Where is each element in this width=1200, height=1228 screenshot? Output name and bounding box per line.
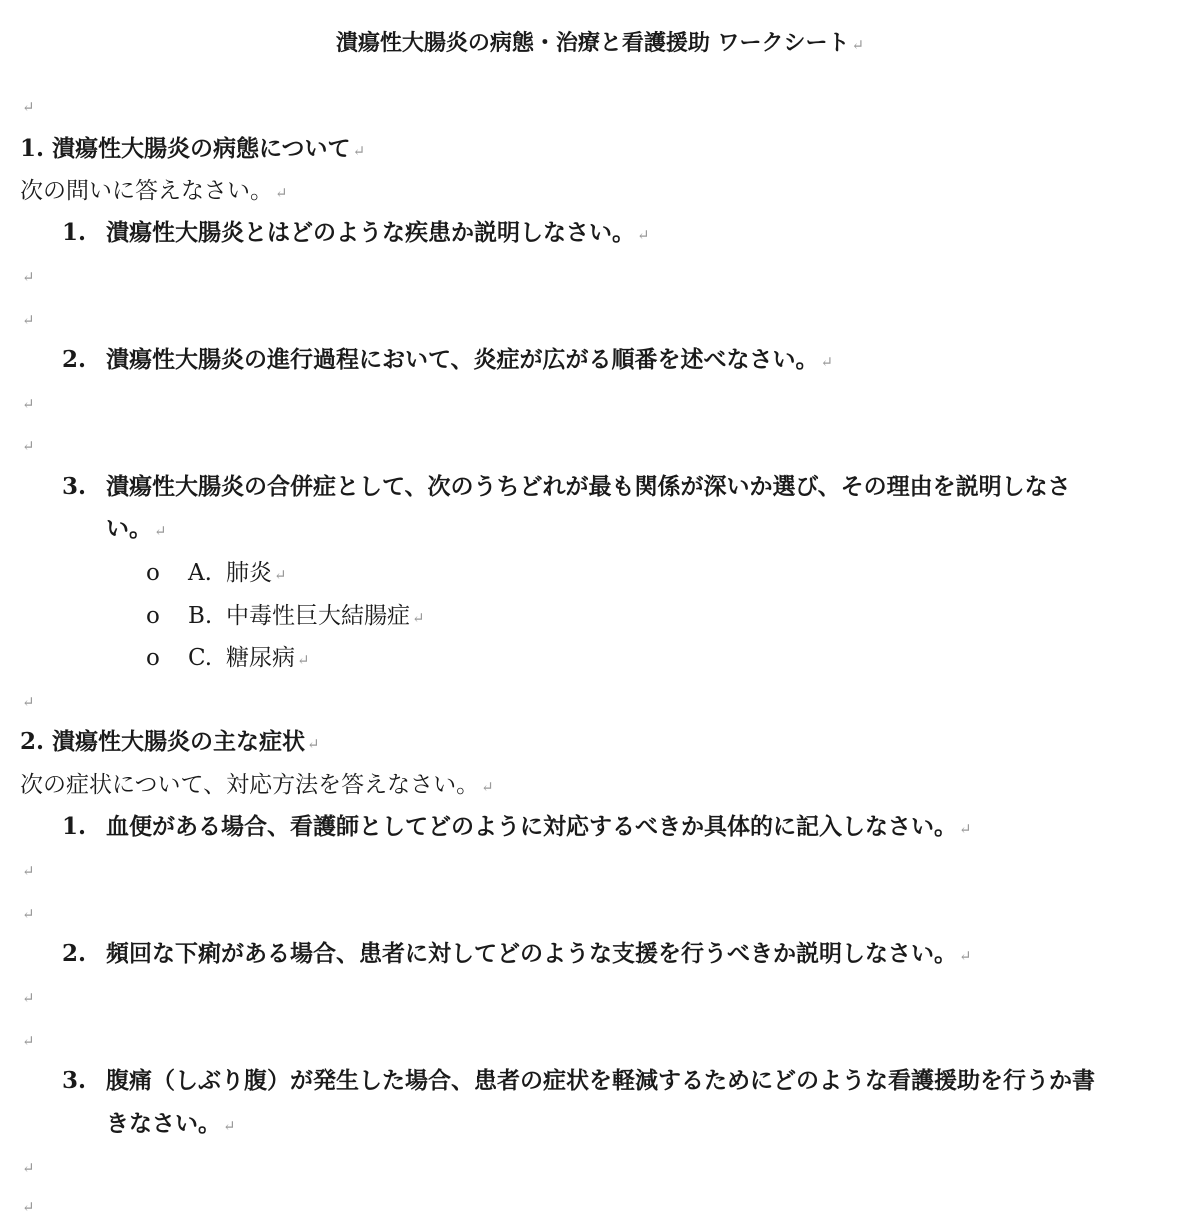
question-number: 2. — [62, 346, 87, 373]
question-number: 1. — [62, 813, 87, 840]
empty-paragraph — [20, 84, 35, 126]
instruction-text: 次の問いに答えなさい。 — [20, 178, 273, 204]
option-b[interactable] — [146, 595, 425, 637]
paragraph-mark: ↵ — [22, 311, 35, 329]
question-text: 腹痛（しぶり腹）が発生した場合、患者の症状を軽減するためにどのような看護援助を行うか書 — [106, 1067, 1095, 1094]
answer-space-line[interactable] — [20, 1184, 35, 1226]
paragraph-mark: ↵ — [22, 395, 35, 413]
option-text: 糖尿病 — [226, 645, 295, 671]
paragraph-mark: ↵ — [22, 862, 35, 880]
paragraph-mark: ↵ — [154, 522, 167, 540]
paragraph-mark: ↵ — [223, 1117, 236, 1135]
paragraph-mark: ↵ — [274, 566, 287, 584]
bullet-icon: o — [146, 603, 160, 629]
s2-question-3 — [62, 1060, 1095, 1102]
section1-instruction — [20, 170, 288, 212]
question-text: 潰瘍性大腸炎とはどのような疾患か説明しなさい。 — [106, 219, 635, 246]
answer-space-line[interactable] — [20, 848, 35, 890]
paragraph-mark: ↵ — [297, 651, 310, 669]
paragraph-mark: ↵ — [22, 905, 35, 923]
question-number: 3. — [62, 1067, 87, 1094]
answer-space-line[interactable] — [20, 381, 35, 423]
paragraph-mark: ↵ — [412, 609, 425, 627]
s1-question-3 — [62, 466, 1071, 508]
question-text: 潰瘍性大腸炎の進行過程において、炎症が広がる順番を述べなさい。 — [106, 346, 819, 373]
paragraph-mark: ↵ — [959, 947, 972, 965]
s1-question-1 — [62, 212, 650, 254]
paragraph-mark: ↵ — [22, 989, 35, 1007]
heading-text: 1. 潰瘍性大腸炎の病態について — [20, 135, 351, 162]
option-letter: C. — [188, 645, 213, 671]
section1-heading — [20, 128, 365, 170]
option-a[interactable] — [146, 552, 287, 594]
question-text: 潰瘍性大腸炎の合併症として、次のうちどれが最も関係が深いか選び、その理由を説明しなさ — [106, 473, 1071, 500]
instruction-text: 次の症状について、対応方法を答えなさい。 — [20, 772, 480, 798]
paragraph-mark: ↵ — [959, 820, 972, 838]
s2-question-2 — [62, 933, 972, 975]
option-letter: A. — [188, 560, 212, 586]
option-text: 中毒性巨大結腸症 — [226, 603, 410, 629]
paragraph-mark: ↵ — [22, 268, 35, 286]
answer-space-line[interactable] — [20, 297, 35, 339]
paragraph-mark: ↵ — [820, 353, 834, 371]
s1-question-2 — [62, 339, 833, 381]
answer-space-line[interactable] — [20, 423, 35, 465]
question-number: 3. — [62, 473, 87, 500]
empty-paragraph — [20, 679, 35, 721]
section2-instruction — [20, 764, 494, 806]
answer-space-line[interactable] — [20, 1018, 35, 1060]
paragraph-mark: ↵ — [352, 142, 366, 160]
s2-question-3-continuation — [106, 1103, 236, 1145]
paragraph-mark: ↵ — [22, 437, 35, 455]
bullet-icon: o — [146, 645, 160, 671]
answer-space-line[interactable] — [20, 1145, 35, 1187]
document-title — [0, 22, 1200, 64]
paragraph-mark: ↵ — [22, 693, 35, 711]
paragraph-mark: ↵ — [22, 98, 35, 116]
question-number: 1. — [62, 219, 87, 246]
heading-text: 2. 潰瘍性大腸炎の主な症状 — [20, 728, 306, 755]
paragraph-mark: ↵ — [22, 1032, 35, 1050]
section2-heading — [20, 721, 320, 763]
paragraph-mark: ↵ — [22, 1198, 35, 1216]
paragraph-mark: ↵ — [851, 36, 865, 54]
answer-space-line[interactable] — [20, 891, 35, 933]
question-text: 頻回な下痢がある場合、患者に対してどのような支援を行うべきか説明しなさい。 — [106, 940, 957, 967]
paragraph-mark: ↵ — [637, 226, 650, 244]
question-number: 2. — [62, 940, 87, 967]
option-letter: B. — [188, 603, 213, 629]
question-text: い。 — [106, 515, 152, 542]
answer-space-line[interactable] — [20, 254, 35, 296]
s1-question-3-continuation — [106, 508, 167, 550]
title-text: 潰瘍性大腸炎の病態・治療と看護援助 ワークシート — [335, 30, 850, 56]
question-text: きなさい。 — [106, 1110, 221, 1137]
question-text: 血便がある場合、看護師としてどのように対応するべきか具体的に記入しなさい。 — [106, 813, 957, 840]
s2-question-1 — [62, 806, 972, 848]
option-c[interactable] — [146, 637, 310, 679]
answer-space-line[interactable] — [20, 975, 35, 1017]
paragraph-mark: ↵ — [481, 778, 494, 796]
paragraph-mark: ↵ — [22, 1159, 35, 1177]
bullet-icon: o — [146, 560, 160, 586]
paragraph-mark: ↵ — [275, 184, 288, 202]
option-text: 肺炎 — [226, 560, 272, 586]
paragraph-mark: ↵ — [307, 735, 320, 753]
